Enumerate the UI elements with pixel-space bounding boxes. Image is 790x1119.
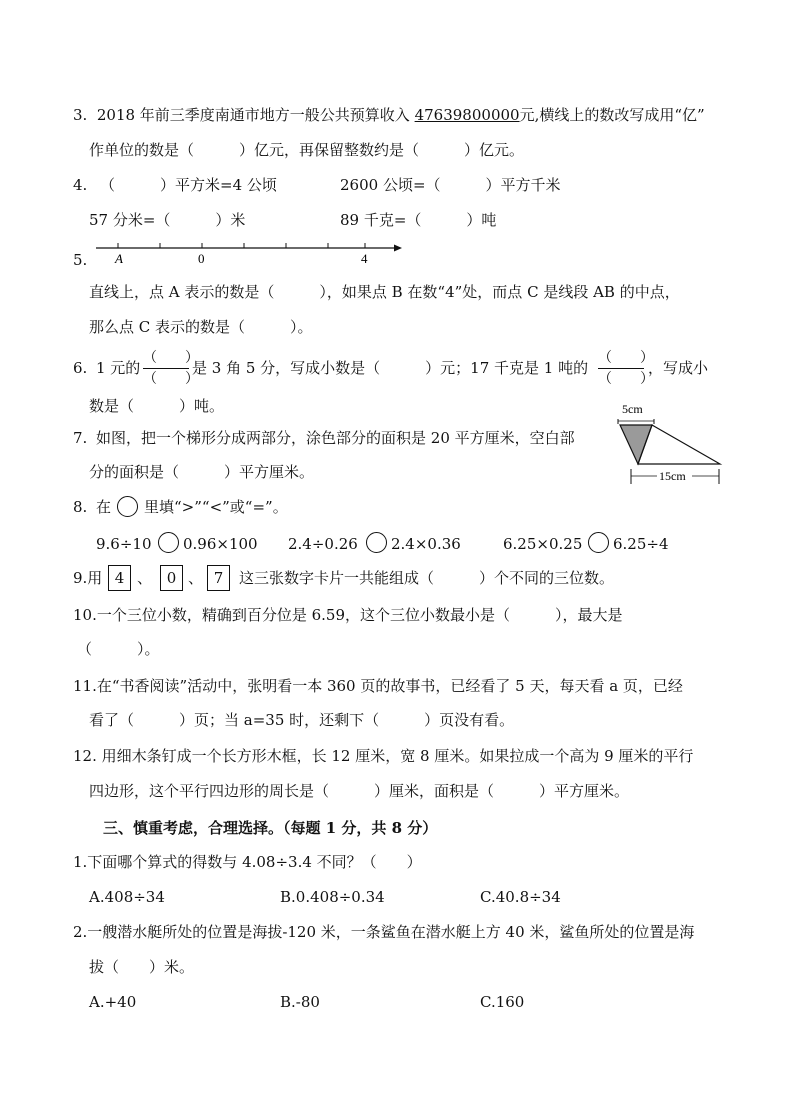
q11-line1: 11.在“书香阅读”活动中，张明看一本 360 页的故事书，已经看了 5 天，每天看 a 页，已经 <box>73 677 683 695</box>
q8-c1-right: 0.96×100 <box>183 535 258 553</box>
q9-text: 这三张数字卡片一共能组成（ ）个不同的三位数。 <box>239 569 615 587</box>
mc1-option-b[interactable]: B.0.408÷0.34 <box>280 888 385 906</box>
digit-card-7: 7 <box>207 565 230 591</box>
q6-text-a: 1 元的 <box>96 359 141 377</box>
label-a: A <box>115 251 123 266</box>
digit-card-0: 0 <box>160 565 183 591</box>
q6-line2: 数是（ ）吨。 <box>89 397 225 415</box>
q8-c2-left: 2.4÷0.26 <box>288 535 358 553</box>
q8-c3-right: 6.25÷4 <box>613 535 669 553</box>
q4-item-c: 57 分米=（ ）米 <box>89 211 246 229</box>
q5-line2: 那么点 C 表示的数是（ ）。 <box>89 318 313 336</box>
q6-frac1-bar <box>143 368 189 369</box>
q4-num: 4. <box>73 176 88 194</box>
bottom-dimension: 15cm <box>659 469 686 483</box>
q9-number: 9.用 <box>73 569 103 587</box>
q6-frac1-numerator: （ ） <box>143 350 199 366</box>
compare-circle-intro <box>117 496 138 517</box>
mc1-stem: 1.下面哪个算式的得数与 4.08÷3.4 不同？（ ） <box>73 853 422 871</box>
q6-frac2-denominator: （ ） <box>598 371 654 387</box>
q4-item-b: 2600 公顷=（ ）平方千米 <box>340 176 561 194</box>
trapezoid-figure <box>612 400 730 492</box>
q6-frac2-bar <box>598 368 644 369</box>
q12-line1: 12. 用细木条钉成一个长方形木框，长 12 厘米，宽 8 厘米。如果拉成一个高为 9 厘米的平行 <box>73 747 694 765</box>
q6-frac2-numerator: （ ） <box>598 350 654 366</box>
q8-c2-right: 2.4×0.36 <box>391 535 461 553</box>
q7-line1: 如图，把一个梯形分成两部分，涂色部分的面积是 20 平方厘米，空白部 <box>96 429 575 447</box>
q3-line1 <box>73 105 705 125</box>
q7-line2: 分的面积是（ ）平方厘米。 <box>89 463 315 481</box>
q6-frac1-denominator: （ ） <box>143 371 199 387</box>
q8-c3-left: 6.25×0.25 <box>503 535 583 553</box>
mc2-line1: 2.一艘潜水艇所处的位置是海拔-120 米，一条鲨鱼在潜水艇上方 40 米，鲨鱼所处的位置是海 <box>73 923 695 941</box>
q3-number: 3. <box>73 106 88 124</box>
digit-card-4: 4 <box>108 565 131 591</box>
q5-line1: 直线上，点 A 表示的数是（ ），如果点 B 在数“4”处，而点 C 是线段 AB 的中点， <box>89 283 680 301</box>
label-four: 4 <box>361 251 368 266</box>
q8-intro-b: 里填“>”“<”或“=”。 <box>144 498 288 516</box>
q8-intro-a: 在 <box>96 498 112 516</box>
q6-text-b: 是 3 角 5 分，写成小数是（ ）元；17 千克是 1 吨的 <box>192 359 589 377</box>
q6-fraction-1 <box>143 349 199 389</box>
top-dimension: 5cm <box>622 402 643 416</box>
shaded-triangle <box>620 425 652 464</box>
section-3-heading: 三、慎重考虑，合理选择。（每题 1 分，共 8 分） <box>103 819 438 837</box>
q9-sep1: 、 <box>137 569 153 587</box>
mc2-option-a[interactable]: A.+40 <box>89 993 137 1011</box>
mc2-option-b[interactable]: B.-80 <box>280 993 320 1011</box>
q6-number: 6. <box>73 359 88 377</box>
q6-text-c: ，写成小 <box>648 359 709 377</box>
q8-number: 8. <box>73 498 88 516</box>
q6-fraction-2 <box>598 349 654 389</box>
number-line-ticks <box>118 243 365 248</box>
mc1-option-a[interactable]: A.408÷34 <box>89 888 165 906</box>
q3-line2: 作单位的数是（ ）亿元，再保留整数约是（ ）亿元。 <box>89 141 525 159</box>
compare-circle-1[interactable] <box>158 532 179 553</box>
q4-item-d: 89 千克=（ ）吨 <box>340 211 497 229</box>
q10-line2: （ ）。 <box>77 640 160 658</box>
q3-underlined-number: 47639800000 <box>414 106 520 124</box>
compare-circle-2[interactable] <box>366 532 387 553</box>
number-line-arrow <box>394 245 402 252</box>
compare-circle-3[interactable] <box>588 532 609 553</box>
q5-number: 5. <box>73 251 88 269</box>
q7-number: 7. <box>73 429 88 447</box>
mc2-line2: 拔（ ）米。 <box>89 958 195 976</box>
mc2-option-c[interactable]: C.160 <box>480 993 525 1011</box>
q3-text-b: 元,横线上的数改写成用“亿” <box>519 106 705 124</box>
q8-c1-left: 9.6÷10 <box>96 535 152 553</box>
q10-line1: 10.一个三位小数，精确到百分位是 6.59，这个三位小数最小是（ ），最大是 <box>73 606 623 624</box>
q4-item-a: （ ）平方米=4 公顷 <box>100 176 277 194</box>
label-zero: 0 <box>198 251 205 266</box>
number-line-figure <box>88 238 408 268</box>
q12-line2: 四边形，这个平行四边形的周长是（ ）厘米，面积是（ ）平方厘米。 <box>89 782 630 800</box>
q11-line2: 看了（ ）页；当 a=35 时，还剩下（ ）页没有看。 <box>89 711 515 729</box>
blank-triangle <box>638 425 720 464</box>
mc1-option-c[interactable]: C.40.8÷34 <box>480 888 561 906</box>
q3-text-a: 2018 年前三季度南通市地方一般公共预算收入 <box>96 106 410 124</box>
q9-sep2: 、 <box>188 569 204 587</box>
